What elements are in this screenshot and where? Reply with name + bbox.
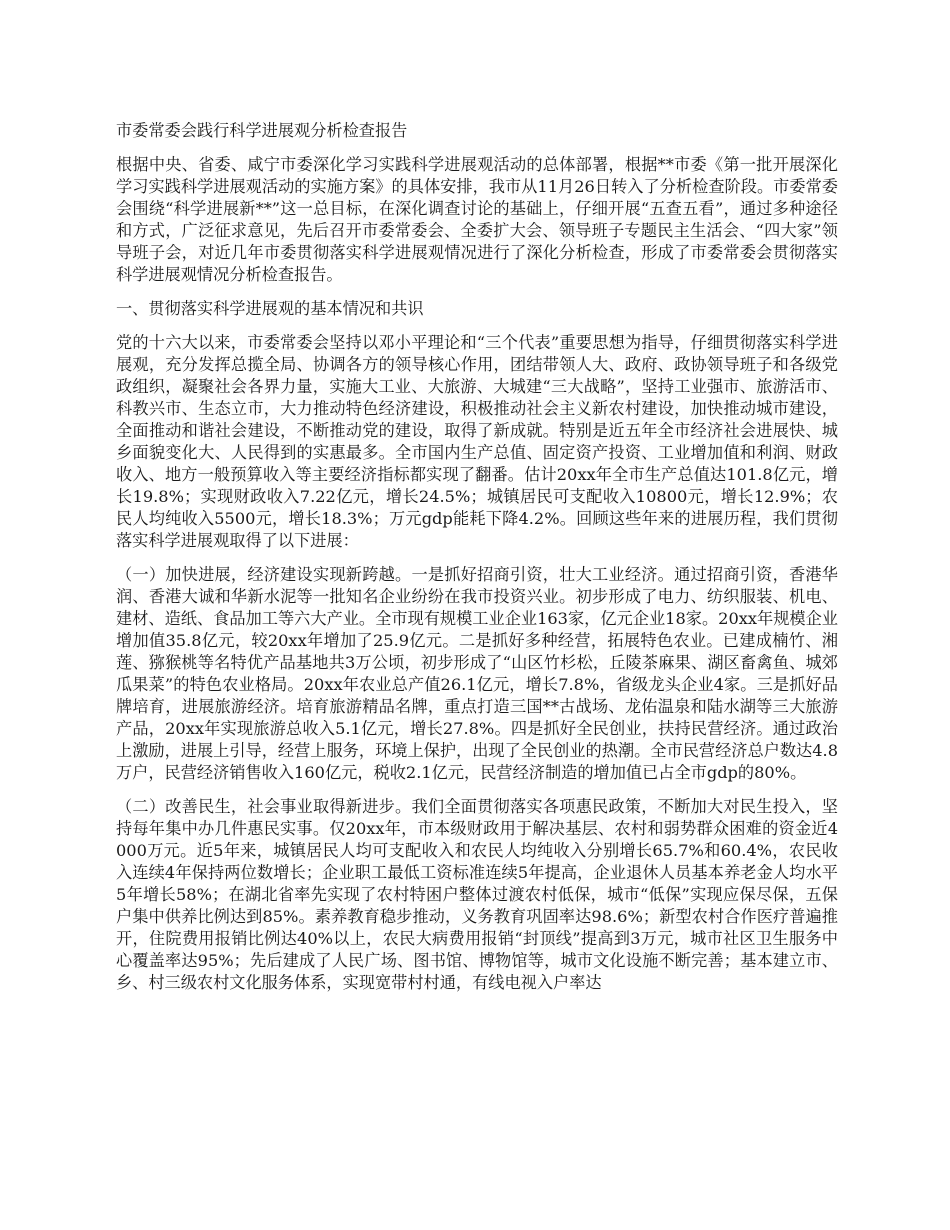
body-paragraph: （二）改善民生，社会事业取得新进步。我们全面贯彻落实各项惠民政策，不断加大对民生投入，坚持每年集中办几件惠民实事。仅20xx年，市本级财政用于解决基层、农村和弱势群众困难的资金近4000万元。近5年来，城镇居民人均可支配收入和农民人均纯收入分别增长65.7%和60.4%，农民收入连续4年保持两位数增长；企业职工最低工资标准连续5年提高，企业退休人员基本养老金人均水平5年增长58%；在湖北省率先实现了农村特困户整体过渡农村低保，城市“低保”实现应保尽保，五保户集中供养比例达到85%。素养教育稳步推动，义务教育巩固率达98.6%；新型农村合作医疗普遍推开，住院费用报销比例达40%以上，农民大病费用报销“封顶线”提高到3万元，城市社区卫生服务中心覆盖率达95%；先后建成了人民广场、图书馆、博物馆等，城市文化设施不断完善；基本建立市、乡、村三级农村文化服务体系，实现宽带村村通，有线电视入户率达	[116, 797, 838, 992]
section-heading: 一、贯彻落实科学进展观的基本情况和共识	[116, 299, 424, 318]
document-page	[116, 120, 838, 1006]
intro-paragraph: 根据中央、省委、咸宁市委深化学习实践科学进展观活动的总体部署，根据**市委《第一批开展深化学习实践科学进展观活动的实施方案》的具体安排，我市从11月26日转入了分析检查阶段。市委常委会围绕“科学进展新**”这一总目标，在深化调查讨论的基础上，仔细开展“五查五看”，通过多种途径和方式，广泛征求意见，先后召开市委常委会、全委扩大会、领导班子专题民主生活会、“四大家”领导班子会，对近几年市委贯彻落实科学进展观情况进行了深化分析检查，形成了市委常委会贯彻落实科学进展观情况分析检查报告。	[116, 155, 838, 284]
body-paragraph: （一）加快进展，经济建设实现新跨越。一是抓好招商引资，壮大工业经济。通过招商引资，香港华润、香港大诚和华新水泥等一批知名企业纷纷在我市投资兴业。初步形成了电力、纺织服装、机电、建材、造纸、食品加工等六大产业。全市现有规模工业企业163家，亿元企业18家。20xx年规模企业增加值35.8亿元，较20xx年增加了25.9亿元。二是抓好多种经营，拓展特色农业。已建成楠竹、湘莲、猕猴桃等名特优产品基地共3万公顷，初步形成了“山区竹杉松，丘陵茶麻果、湖区畜禽鱼、城郊瓜果菜”的特色农业格局。20xx年农业总产值26.1亿元，增长7.8%，省级龙头企业4家。三是抓好品牌培育，进展旅游经济。培育旅游精品名牌，重点打造三国**古战场、龙佑温泉和陆水湖等三大旅游产品，20xx年实现旅游总收入5.1亿元，增长27.8%。四是抓好全民创业，扶持民营经济。通过政治上激励，进展上引导，经营上服务，环境上保护，出现了全民创业的热潮。全市民营经济总户数达4.8万户，民营经济销售收入160亿元，税收2.1亿元，民营经济制造的增加值已占全市gdp的80%。	[116, 565, 838, 782]
document-title: 市委常委会践行科学进展观分析检查报告	[116, 121, 408, 140]
body-paragraph: 党的十六大以来，市委常委会坚持以邓小平理论和“三个代表”重要思想为指导，仔细贯彻落实科学进展观，充分发挥总揽全局、协调各方的领导核心作用，团结带领人大、政府、政协领导班子和各级党政组织，凝聚社会各界力量，实施大工业、大旅游、大城建“三大战略”，坚持工业强市、旅游活市、科教兴市、生态立市，大力推动特色经济建设，积极推动社会主义新农村建设，加快推动城市建设，全面推动和谐社会建设，不断推动党的建设，取得了新成就。特别是近五年全市经济社会进展快、城乡面貌变化大、人民得到的实惠最多。全市国内生产总值、固定资产投资、工业增加值和利润、财政收入、地方一般预算收入等主要经济指标都实现了翻番。估计20xx年全市生产总值达101.8亿元，增长19.8%；实现财政收入7.22亿元，增长24.5%；城镇居民可支配收入10800元，增长12.9%；农民人均纯收入5500元，增长18.3%；万元gdp能耗下降4.2%。回顾这些年来的进展历程，我们贯彻落实科学进展观取得了以下进展：	[116, 333, 838, 550]
